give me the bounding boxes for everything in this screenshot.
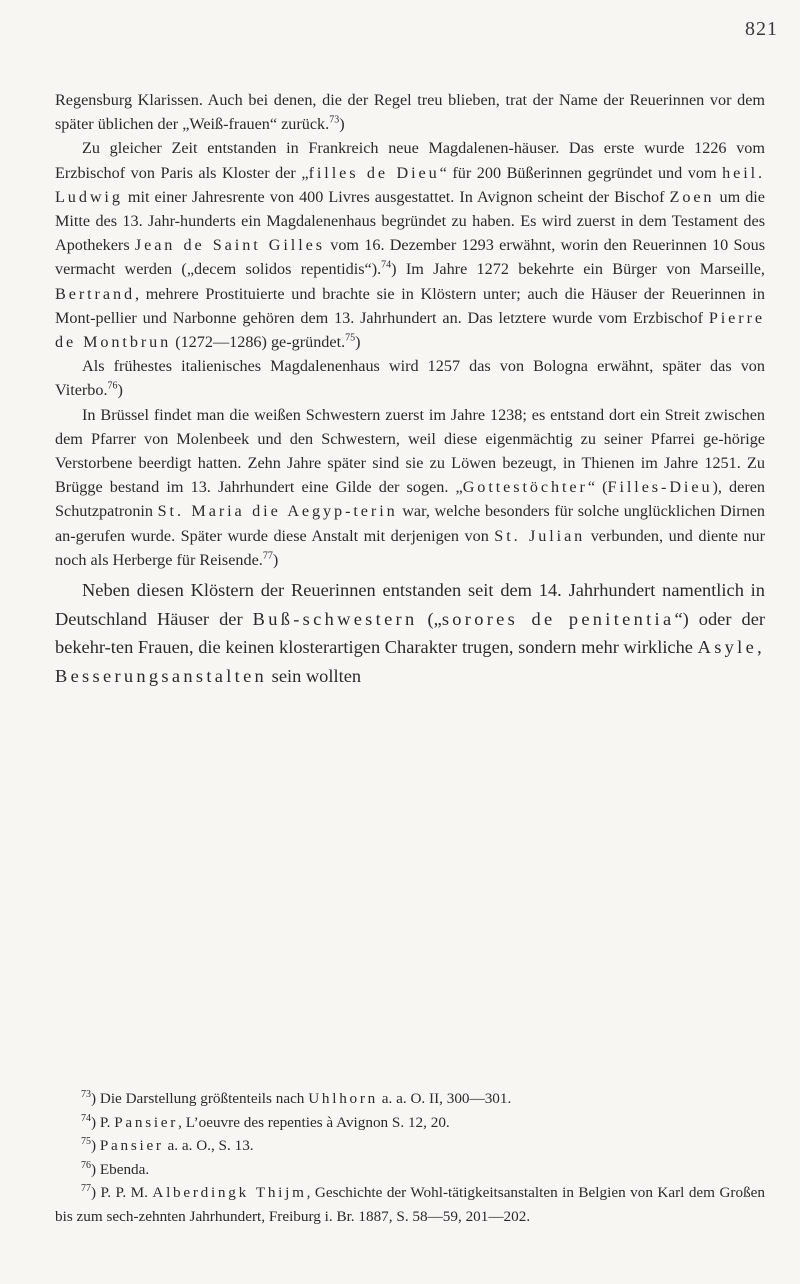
spaced-name: Gottestöchter — [462, 478, 588, 497]
text-run: ) — [339, 115, 345, 134]
text-run: Neben diesen Klöstern der Reuerinnen entstanden seit dem 14. Jahrhundert namentlich in Deutschland Häuser der — [55, 580, 765, 629]
spaced-name: St. Maria die Aegyp-terin — [157, 502, 398, 521]
spaced-name: Bertrand — [55, 284, 135, 303]
text-run: ), deren Schutzpatronin — [55, 478, 765, 521]
footnote-ref: 77 — [262, 550, 273, 562]
text-run: ) — [91, 1137, 100, 1154]
text-run: Als frühestes italienisches Magdalenenhaus wird 1257 das von Bologna erwähnt, später das von Viterbo. — [55, 357, 765, 400]
spaced-name: Jean de Saint Gilles — [134, 236, 325, 255]
footnote — [55, 1181, 765, 1228]
text-run: ) Ebenda. — [91, 1160, 150, 1178]
footnote-ref: 75 — [345, 332, 356, 344]
spaced-name: Pansier — [114, 1113, 179, 1131]
text-run: ) — [117, 381, 123, 400]
page-number: 821 — [745, 18, 778, 40]
text-run: a. a. O. II, 300—301. — [377, 1090, 512, 1107]
text-run: Regensburg Klarissen. Auch bei denen, die der Regel treu blieben, trat der Name der Reuerinnen vor dem später üblichen der „Weiß-frauen“ zurück. — [55, 91, 765, 134]
text-run: , mehrere Prostituierte und brachte sie in Klöstern unter; auch die Häuser der Reuerinnen in Mont-pellier und Narbonne gehören dem 13. Jahrhundert an. Das letztere wurde vom Erzbischof — [55, 284, 765, 327]
spaced-name: Zoen — [669, 187, 715, 206]
text-run: ) — [355, 333, 361, 352]
text-run: In Brüssel findet man die weißen Schwestern zuerst im Jahre 1238; es entstand dort ein Streit zwischen dem Pfarrer von Molenbeek und den Schwestern, weil diese eigenmächtig zu seiner Pfarrei ge-hörige Verstorbene beerdigt hatten. Zehn Jahre später sind sie zu Löwen bezeugt, in Thienen im Jahre 1251. Zu Brügge bestand im 13. Jahrhundert eine Gilde der sogen. „ — [55, 405, 765, 497]
text-run: verbunden, und diente nur noch als Herberge für Reisende. — [55, 526, 766, 569]
paragraph — [55, 136, 765, 354]
text-run: („ — [417, 608, 442, 629]
spaced-name: St. Julian — [494, 526, 586, 545]
spaced-name: Filles-Dieu — [607, 478, 713, 497]
footnote-ref: 76 — [107, 381, 118, 393]
text-run: “) oder der bekehr-ten Frauen, die keinen klosterartigen Charakter trugen, sondern mehr wirkliche — [55, 608, 765, 658]
footnote-ref: 76 — [81, 1159, 91, 1171]
text-run: , L’oeuvre des repenties à Avignon S. 12, 20. — [178, 1113, 450, 1131]
spaced-name: Asyle, Besserungsanstalten — [55, 637, 765, 686]
footnote — [55, 1134, 765, 1158]
spaced-name: sorores de penitentia — [441, 608, 675, 629]
spaced-name: filles de Dieu — [308, 163, 440, 182]
text-run: , Geschichte der Wohl-tätigkeitsanstalten in Belgien von Karl dem Großen bis zum sech-zehnten Jahrhundert, Freiburg i. Br. 1887, S. 58—59, 201—202. — [55, 1184, 765, 1225]
footnotes — [55, 1087, 765, 1228]
text-run: mit einer Jahresrente von 400 Livres ausgestattet. In Avignon scheint der Bischof — [122, 187, 670, 206]
body-text — [55, 88, 765, 690]
text-run: Zu gleicher Zeit entstanden in Frankreich neue Magdalenen-häuser. Das erste wurde 1226 vom Erzbischof von Paris als Kloster der „ — [55, 139, 765, 182]
footnote-ref: 75 — [81, 1135, 91, 1147]
spaced-name: Uhlhorn — [308, 1090, 378, 1107]
text-run: ) Im Jahre 1272 bekehrte ein Bürger von Marseille, — [391, 260, 765, 279]
text-run: um die Mitte des 13. Jahr-hunderts ein Magdalenenhaus begründet zu haben. Es wird zuerst in dem Testament des Apothekers — [55, 187, 765, 255]
footnote — [55, 1111, 765, 1135]
text-run: (1272—1286) ge-gründet. — [171, 333, 346, 352]
spaced-name: heil. Ludwig — [55, 163, 766, 206]
text-run: ) P. — [91, 1113, 115, 1131]
spaced-name: Alberdingk Thijm — [152, 1184, 307, 1201]
footnote-ref: 74 — [81, 1112, 91, 1124]
spaced-name: Pierre de Montbrun — [55, 308, 765, 352]
text-run: sein wollten — [267, 665, 362, 686]
text-run: vom 16. Dezember 1293 erwähnt, worin den Reuerinnen 10 Sous vermacht werden („decem solidos repentidis“). — [55, 236, 766, 279]
footnote-ref: 77 — [81, 1182, 91, 1194]
spaced-name: Buß-schwestern — [252, 608, 418, 629]
text-run: ) P. P. M. — [91, 1184, 153, 1201]
spaced-name: Pansier — [99, 1137, 164, 1154]
text-run: a. a. O., S. 13. — [163, 1137, 254, 1154]
footnote — [55, 1087, 765, 1111]
footnote-ref: 73 — [81, 1088, 91, 1100]
text-run: ) — [272, 550, 279, 569]
text-run: war, welche besonders für solche unglücklichen Dirnen an-gerufen wurde. Später wurde diese Anstalt mit derjenigen von — [55, 502, 765, 545]
footnote-ref: 74 — [381, 260, 392, 272]
text-run: ) Die Darstellung größtenteils nach — [91, 1090, 309, 1107]
paragraph — [55, 403, 765, 572]
text-run: “ ( — [587, 478, 608, 497]
paragraph — [55, 88, 765, 136]
footnote — [55, 1158, 765, 1182]
paragraph — [55, 576, 765, 690]
footnote-ref: 73 — [329, 114, 340, 126]
text-run: “ für 200 Büßerinnen gegründet und vom — [439, 163, 723, 182]
paragraph — [55, 354, 765, 402]
